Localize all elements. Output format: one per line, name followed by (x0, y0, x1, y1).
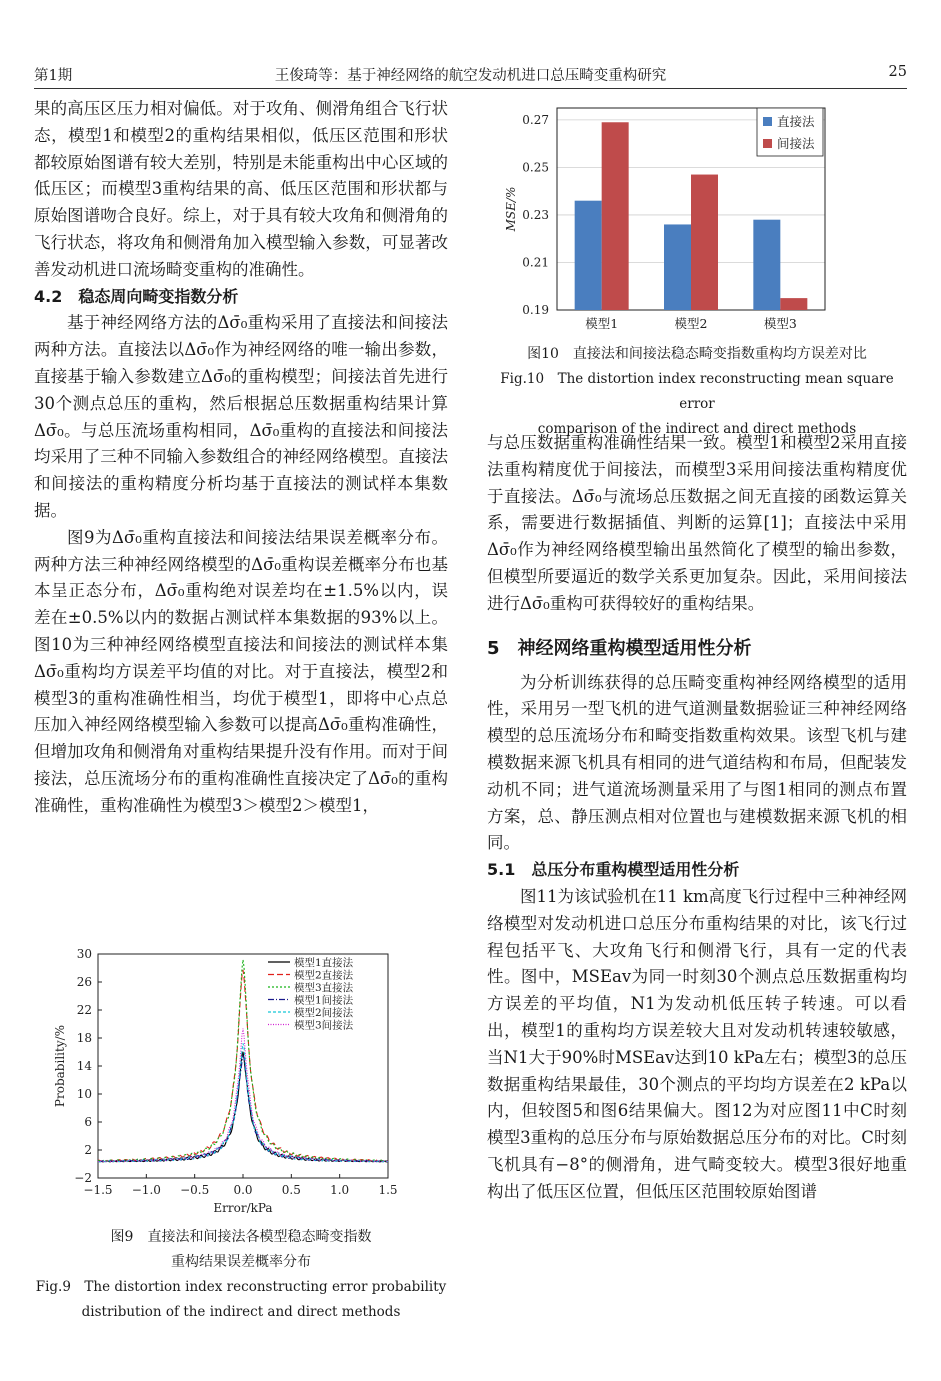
x-tick-label: −0.5 (180, 1183, 210, 1197)
y-tick-label: 6 (84, 1115, 92, 1129)
legend-label: 模型3间接法 (294, 1019, 354, 1032)
legend-label: 间接法 (777, 136, 815, 151)
figure-10-mse-chart (495, 98, 855, 338)
bar (780, 298, 807, 310)
section-heading-5: 5 神经网络重构模型适用性分析 (487, 637, 752, 659)
x-tick-label: −1.0 (131, 1183, 161, 1197)
y-tick-label: 0.21 (522, 255, 549, 270)
series-line (98, 1029, 388, 1162)
legend-label: 模型3直接法 (294, 982, 354, 994)
y-tick-label: 30 (76, 947, 92, 961)
series-line (98, 1043, 388, 1162)
left-column (34, 96, 448, 820)
y-tick-label: −2 (74, 1171, 92, 1185)
y-tick-label: 2 (84, 1143, 92, 1157)
legend-label: 模型2间接法 (294, 1007, 354, 1019)
y-tick-label: 22 (76, 1003, 92, 1017)
bar (602, 122, 629, 310)
page-number: 25 (888, 64, 907, 80)
legend-label: 模型2直接法 (294, 969, 354, 982)
y-tick-label: 0.27 (522, 112, 549, 127)
legend-label: 直接法 (777, 114, 815, 129)
paragraph: 图9为Δσ̄₀重构直接法和间接法结果误差概率分布。两种方法三种神经网络模型的Δσ̄₀重构误差概率分布也基本呈正态分布，Δσ̄₀重构绝对误差均在±1.5%以内，误差在±0.5%以内的数据占测试样本集数据的93%以上。图10为三种神经网络模型直接法和间接法的测试样本集Δσ̄₀重构均方误差平均值的对比。对于直接法，模型2和模型3的重构准确性相当，均优于模型1，即将中心点总压加入神经网络模型输入参数可以提高Δσ̄₀重构准确性，但增加攻角和侧滑角对重构结果提升没有作用。而对于间接法，总压流场分布的重构准确性直接决定了Δσ̄₀的重构准确性，重构准确性为模型3＞模型2＞模型1， (34, 527, 448, 815)
legend-swatch (763, 117, 772, 126)
running-title: 王俊琦等：基于神经网络的航空发动机进口总压畸变重构研究 (274, 68, 667, 84)
issue-number: 第1期 (34, 68, 73, 84)
legend-label: 模型1直接法 (294, 957, 354, 969)
caption-line: 图10 直接法和间接法稳态畸变指数重构均方误差对比 (527, 346, 867, 362)
y-tick-label: 26 (76, 975, 92, 989)
series-line (98, 1052, 388, 1162)
caption-line: distribution of the indirect and direct methods (81, 1304, 401, 1320)
caption-line: Fig.9 The distortion index reconstructing error probability (35, 1279, 447, 1295)
section-heading-5-1: 5.1 总压分布重构模型适用性分析 (487, 860, 740, 880)
y-tick-label: 0.25 (522, 160, 549, 175)
bar (691, 175, 718, 310)
caption-line: 图9 直接法和间接法各模型稳态畸变指数 (110, 1229, 372, 1245)
legend-swatch (763, 139, 772, 148)
bar (664, 224, 691, 310)
right-column (487, 430, 907, 1206)
caption-line: 重构结果误差概率分布 (171, 1254, 311, 1270)
x-tick-label: −1.5 (83, 1183, 113, 1197)
paragraph: 果的高压区压力相对偏低。对于攻角、侧滑角组合飞行状态，模型1和模型2的重构结果相似，低压区范围和形状都较原始图谱有较大差别，特别是未能重构出中心区域的低压区；而模型3重构结果的高、低压区范围和形状都与原始图谱吻合良好。综上，对于具有较大攻角和侧滑角的飞行状态，将攻角和侧滑角加入模型输入参数，可显著改善发动机进口流场畸变重构的准确性。 (34, 99, 448, 279)
x-tick-label: 1.5 (378, 1183, 398, 1197)
paragraph: 图11为该试验机在11 km高度飞行过程中三种神经网络模型对发动机进口总压分布重构结果的对比，该飞行过程包括平飞、大攻角飞行和侧滑飞行，具有一定的代表性。图中，MSEav为同一时刻30个测点总压数据重构均方误差的平均值，N1为发动机低压转子转速。可以看出，模型1的重构均方误差较大且对发动机转速较敏感，当N1大于90%时MSEav达到10 kPa左右；模型3的总压数据重构结果最佳，30个测点的平均均方误差在2 kPa以内，但较图5和图6结果偏大。图12为对应图11中C时刻模型3重构的总压分布与原始数据总压分布的对比。C时刻飞机具有−8°的侧滑角，进气畸变较大。模型3很好地重构出了低压区位置，但低压区范围较原始图谱 (487, 886, 907, 1201)
x-tick-label: 模型3 (763, 316, 797, 331)
y-tick-label: 18 (76, 1031, 92, 1045)
caption-line: Fig.10 The distortion index reconstructing mean square error (500, 371, 894, 412)
legend-label: 模型1间接法 (294, 994, 354, 1007)
y-tick-label: 10 (76, 1087, 92, 1101)
running-header (34, 62, 907, 86)
paragraph: 与总压数据重构准确性结果一致。模型1和模型2采用直接法重构精度优于间接法，而模型3采用间接法重构精度优于直接法。Δσ̄₀与流场总压数据之间无直接的函数运算关系，需要进行数据插值、判断的运算[1]；直接法中采用Δσ̄₀作为神经网络模型输出虽然简化了模型的输出参数，但模型所要逼近的数学关系更加复杂。因此，采用间接法进行Δσ̄₀重构可获得较好的重构结果。 (487, 433, 907, 613)
y-tick-label: 0.19 (522, 303, 549, 317)
x-tick-label: 模型2 (674, 316, 708, 331)
y-axis-label: Probability/% (53, 1024, 67, 1108)
x-tick-label: 0.5 (281, 1183, 301, 1197)
figure-9-caption (34, 1225, 448, 1325)
bar (753, 220, 780, 310)
paragraph: 为分析训练获得的总压畸变重构神经网络模型的适用性，采用另一型飞机的进气道测量数据验证三种神经网络模型的总压流场分布和畸变指数重构效果。该型飞机与建模数据来源飞机具有相同的进气道结构和布局，但配装发动机不同；进气道流场测量采用了与图1相同的测点布置方案，总、静压测点相对位置也与建模数据来源飞机的相同。 (487, 672, 907, 853)
figure-10-caption (487, 342, 907, 442)
y-axis-label: MSE/% (504, 186, 518, 232)
x-tick-label: 模型1 (585, 316, 619, 331)
x-axis-label: Error/kPa (213, 1201, 273, 1215)
x-tick-label: 0.0 (233, 1183, 253, 1197)
caption-line: comparison of the indirect and direct methods (537, 421, 857, 437)
header-rule (34, 88, 907, 89)
section-heading-4-2: 4.2 稳态周向畸变指数分析 (34, 286, 239, 306)
x-tick-label: 1.0 (330, 1183, 350, 1197)
figure-9-probability-chart (40, 940, 440, 1225)
bar (575, 201, 602, 310)
y-tick-label: 0.23 (522, 207, 549, 222)
series-line (98, 1056, 388, 1162)
y-tick-label: 14 (76, 1059, 92, 1073)
paragraph: 基于神经网络方法的Δσ̄₀重构采用了直接法和间接法两种方法。直接法以Δσ̄₀作为神经网络的唯一输出参数，直接基于输入参数建立Δσ̄₀的重构模型；间接法首先进行30个测点总压的重构，然后根据总压数据重构结果计算Δσ̄₀。与总压流场重构相同，Δσ̄₀重构的直接法和间接法均采用了三种不同输入参数组合的神经网络模型。直接法和间接法的重构精度分析均基于直接法的测试样本集数据。 (34, 313, 448, 520)
